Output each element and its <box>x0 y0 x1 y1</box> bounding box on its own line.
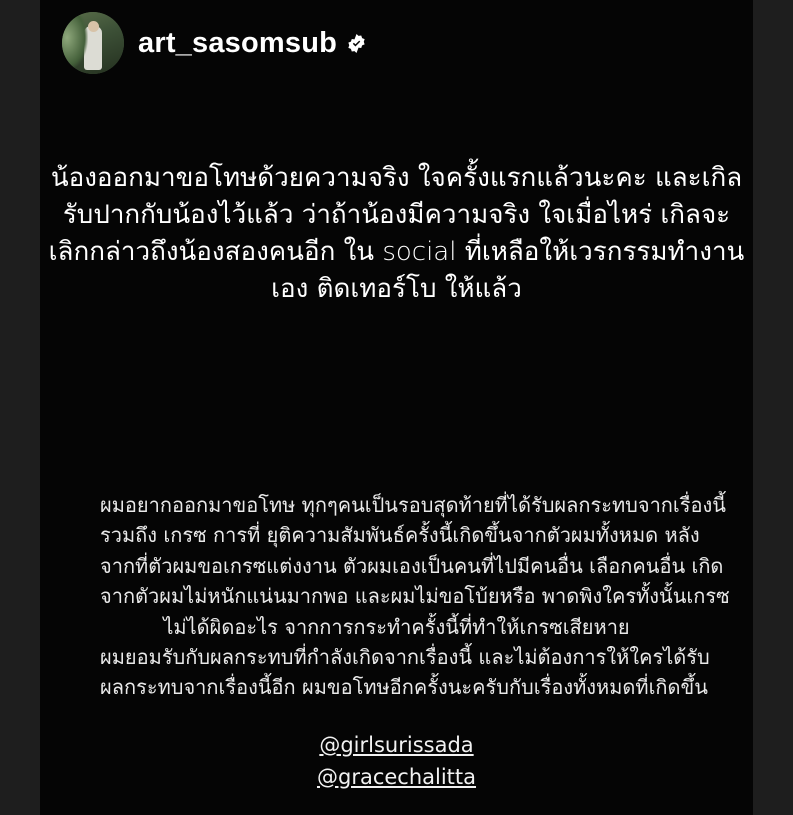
profile-avatar-image[interactable] <box>62 12 124 74</box>
story-mentions <box>40 730 753 793</box>
avatar-head-shape <box>88 21 99 32</box>
avatar-foliage-shape <box>62 16 88 70</box>
mention-link[interactable]: @gracechalitta <box>316 764 477 789</box>
statement-line: ผมยอมรับกับผลกระทบที่กำลังเกิดจากเรื่องนี้ และไม่ต้องการให้ใครได้รับ <box>100 644 710 669</box>
story-top-text: น้องออกมาขอโทษด้วยความจริง ใจครั้งแรกแล้วนะคะ และเกิลรับปากกับน้องไว้แล้ว ว่าถ้าน้องมีความจริง ใจเมื่อไหร่ เกิลจะเลิกกล่าวถึงน้องสองคนอีก ใน social ที่เหลือให้เวรกรรมทำงานเอง ติดเทอร์โบ ให้แล้ว <box>48 163 745 304</box>
statement-line: จากตัวผมไม่หนักแน่นมากพอ และผมไม่ขอโบ้ยหรือ พาดพิงใครทั้งนั้นเกรซ <box>100 584 730 609</box>
statement-line: ผมอยากออกมาขอโทษ ทุกๆคนเป็นรอบสุดท้ายที่ได้รับผลกระทบจากเรื่องนี้ <box>100 493 726 517</box>
account-username[interactable]: art_sasomsub <box>138 26 338 59</box>
story-header[interactable] <box>62 12 367 74</box>
statement-line: ผลกระทบจากเรื่องนี้อีก ผมขอโทษอีกครั้งนะครับกับเรื่องทั้งหมดที่เกิดขึ้น <box>100 675 708 700</box>
story-statement-block <box>40 490 753 703</box>
statement-line: รวมถึง เกรซ การที่ ยุติความสัมพันธ์ครั้งนี้เกิดขึ้นจากตัวผมทั้งหมด หลัง <box>100 523 700 548</box>
mention-link[interactable]: @girlsurissada <box>319 733 474 757</box>
verified-badge-icon <box>346 33 367 54</box>
left-gutter <box>0 0 40 815</box>
username-group[interactable] <box>138 26 367 59</box>
statement-line: จากที่ตัวผมขอเกรซแต่งงาน ตัวผมเองเป็นคนที่ไปมีคนอื่น เลือกคนอื่น เกิด <box>100 553 724 578</box>
right-gutter <box>753 0 793 815</box>
story-canvas <box>40 0 753 815</box>
statement-line: ไม่ได้ผิดอะไร จากการกระทำครั้งนี้ที่ทำให้เกรซเสียหาย <box>163 614 630 639</box>
